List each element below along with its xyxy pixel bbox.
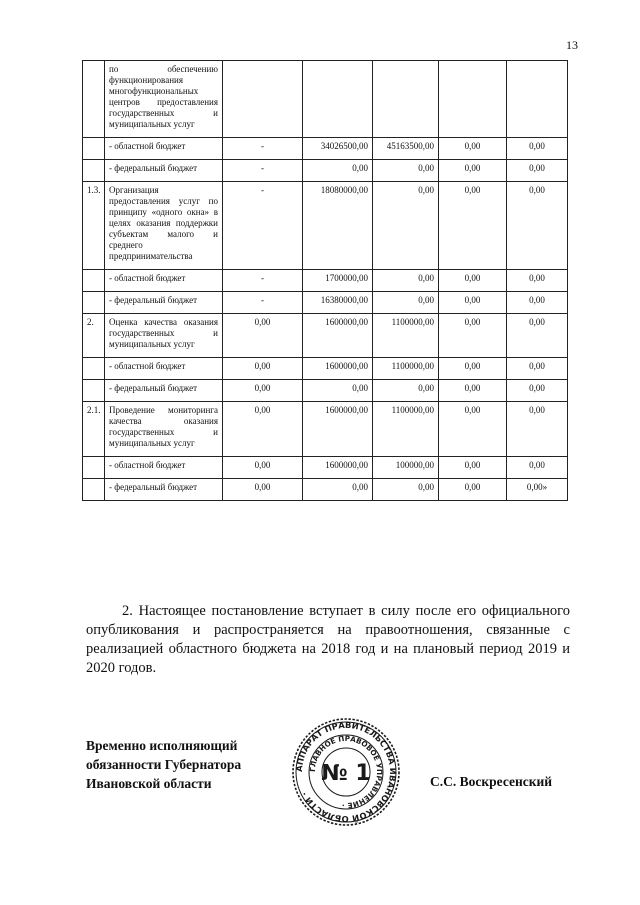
row-index [83, 457, 105, 479]
value-col-5: 0,00 [507, 138, 568, 160]
value-col-2: 34026500,00 [303, 138, 373, 160]
value-col-1: 0,00 [223, 402, 303, 457]
signer-name: С.С. Воскресенский [430, 774, 553, 789]
value-col-5: 0,00 [507, 402, 568, 457]
value-col-4: 0,00 [439, 182, 507, 270]
value-col-1: - [223, 138, 303, 160]
row-description: - федеральный бюджет [105, 292, 223, 314]
value-col-5 [507, 61, 568, 138]
row-index [83, 358, 105, 380]
value-col-2: 1700000,00 [303, 270, 373, 292]
value-col-5: 0,00 [507, 358, 568, 380]
value-col-4: 0,00 [439, 457, 507, 479]
seal-number: № 1 [321, 761, 371, 786]
value-col-5: 0,00 [507, 457, 568, 479]
value-col-4: 0,00 [439, 138, 507, 160]
table-row [83, 160, 568, 182]
table-row [83, 182, 568, 270]
value-col-4: 0,00 [439, 358, 507, 380]
value-col-2: 1600000,00 [303, 402, 373, 457]
seal-inner-text: ГЛАВНОЕ ПРАВОВОЕ УПРАВЛЕНИЕ · [307, 733, 385, 811]
value-col-3: 0,00 [373, 292, 439, 314]
signer-title-line: Ивановской области [86, 776, 212, 791]
value-col-4: 0,00 [439, 380, 507, 402]
value-col-4: 0,00 [439, 270, 507, 292]
value-col-2: 0,00 [303, 479, 373, 501]
official-seal [291, 717, 401, 827]
row-index [83, 160, 105, 182]
value-col-5: 0,00 [507, 182, 568, 270]
table-row [83, 457, 568, 479]
seal-outer-text: АППАРАТ ПРАВИТЕЛЬСТВА ИВАНОВСКОЙ ОБЛАСТИ · [293, 719, 399, 825]
effective-date-paragraph: 2. Настоящее постановление вступает в силу после его официального опубликования и распространяется на правоотношения, связанные с реализацией областного бюджета на 2018 год и на плановый период 2019 и 2020 годов. [86, 603, 570, 676]
value-col-1: 0,00 [223, 457, 303, 479]
row-description: Организация предоставления услуг по принципу «одного окна» в целях оказания поддержки субъектам малого и среднего предпринимательства [105, 182, 223, 270]
value-col-5: 0,00 [507, 314, 568, 358]
row-description: - федеральный бюджет [105, 160, 223, 182]
value-col-2: 1600000,00 [303, 358, 373, 380]
row-description: - областной бюджет [105, 138, 223, 160]
table-row [83, 61, 568, 138]
value-col-1: 0,00 [223, 479, 303, 501]
signer-title-line: обязанности Губернатора [86, 757, 242, 772]
value-col-2: 18080000,00 [303, 182, 373, 270]
row-index [83, 479, 105, 501]
value-col-3: 100000,00 [373, 457, 439, 479]
row-index: 2.1. [83, 402, 105, 457]
value-col-3: 0,00 [373, 160, 439, 182]
value-col-4: 0,00 [439, 314, 507, 358]
row-index [83, 292, 105, 314]
value-col-4 [439, 61, 507, 138]
value-col-3: 1100000,00 [373, 358, 439, 380]
value-col-1: - [223, 270, 303, 292]
value-col-1 [223, 61, 303, 138]
table-row [83, 138, 568, 160]
value-col-4: 0,00 [439, 402, 507, 457]
value-col-3: 0,00 [373, 380, 439, 402]
value-col-1: - [223, 160, 303, 182]
row-description: - федеральный бюджет [105, 380, 223, 402]
row-index: 1.3. [83, 182, 105, 270]
row-description: Оценка качества оказания государственных и муниципальных услуг [105, 314, 223, 358]
page-number: 13 [566, 38, 578, 52]
row-index: 2. [83, 314, 105, 358]
row-index [83, 61, 105, 138]
value-col-5: 0,00 [507, 292, 568, 314]
value-col-5: 0,00 [507, 270, 568, 292]
row-index [83, 380, 105, 402]
row-description: - областной бюджет [105, 358, 223, 380]
row-index [83, 270, 105, 292]
row-description: - федеральный бюджет [105, 479, 223, 501]
value-col-5: 0,00 [507, 380, 568, 402]
table-row [83, 380, 568, 402]
budget-table [82, 60, 568, 501]
value-col-3: 45163500,00 [373, 138, 439, 160]
value-col-4: 0,00 [439, 160, 507, 182]
table-row [83, 358, 568, 380]
value-col-2: 1600000,00 [303, 457, 373, 479]
value-col-3: 0,00 [373, 270, 439, 292]
table-row [83, 292, 568, 314]
value-col-4: 0,00 [439, 292, 507, 314]
value-col-1: - [223, 292, 303, 314]
value-col-1: 0,00 [223, 358, 303, 380]
table-row [83, 314, 568, 358]
value-col-3 [373, 61, 439, 138]
table-row [83, 270, 568, 292]
value-col-1: 0,00 [223, 380, 303, 402]
budget-table-body [83, 61, 568, 501]
value-col-1: 0,00 [223, 314, 303, 358]
row-description: по обеспечению функционирования многофункциональных центров предоставления государственных и муниципальных услуг [105, 61, 223, 138]
value-col-2 [303, 61, 373, 138]
value-col-3: 1100000,00 [373, 402, 439, 457]
row-description: Проведение мониторинга качества оказания государственных и муниципальных услуг [105, 402, 223, 457]
signer-title [86, 736, 296, 793]
value-col-5: 0,00 [507, 160, 568, 182]
value-col-2: 0,00 [303, 160, 373, 182]
value-col-2: 0,00 [303, 380, 373, 402]
row-description: - областной бюджет [105, 457, 223, 479]
value-col-4: 0,00 [439, 479, 507, 501]
signer-title-line: Временно исполняющий [86, 738, 238, 753]
row-index [83, 138, 105, 160]
value-col-2: 1600000,00 [303, 314, 373, 358]
value-col-2: 16380000,00 [303, 292, 373, 314]
table-row [83, 402, 568, 457]
value-col-3: 0,00 [373, 182, 439, 270]
value-col-5: 0,00» [507, 479, 568, 501]
table-row [83, 479, 568, 501]
value-col-1: - [223, 182, 303, 270]
value-col-3: 1100000,00 [373, 314, 439, 358]
value-col-3: 0,00 [373, 479, 439, 501]
row-description: - областной бюджет [105, 270, 223, 292]
